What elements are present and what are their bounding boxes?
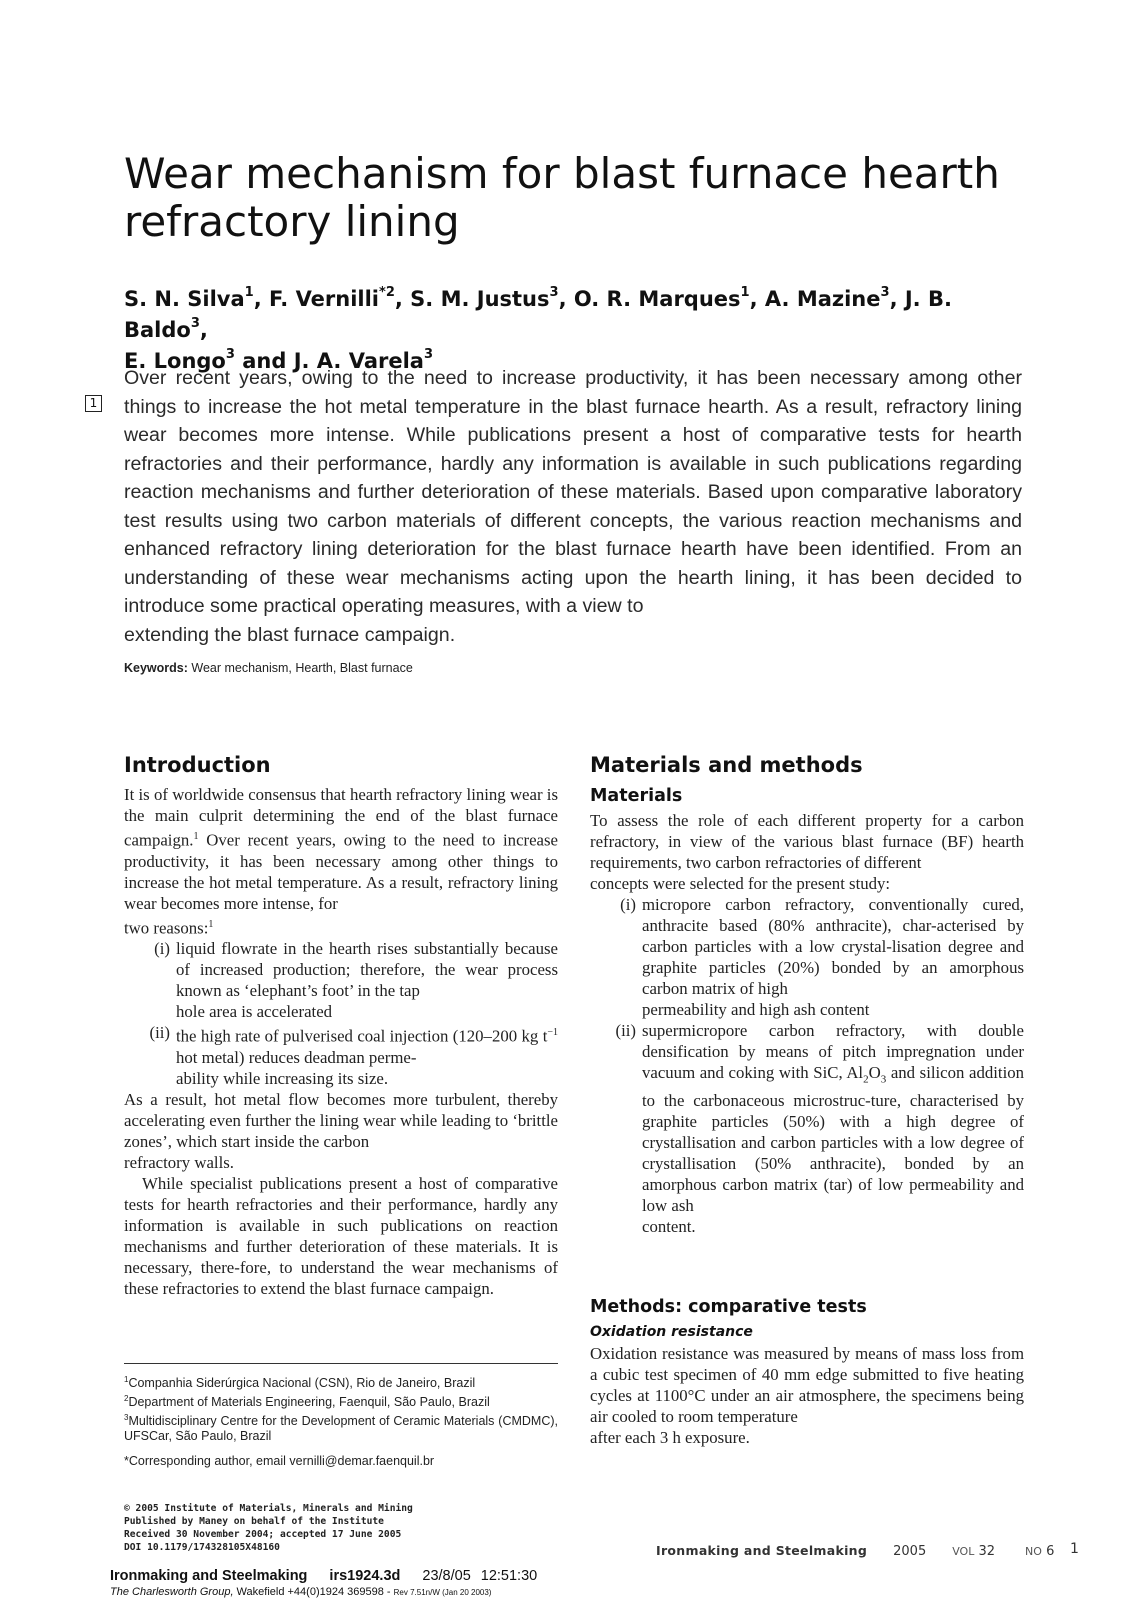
- author-affiliation: 3: [190, 316, 200, 331]
- footnote: $^2$Department of Materials Engineering, Faenquil, São Paulo, Brazil: [124, 1394, 490, 1410]
- right-column: [590, 750, 1024, 1448]
- copyright-block: © 2005 Institute of Materials, Minerals and Mining Published by Maney on behalf of the Institute Received 30 November 2004; accepted 17 June 2005 DOI 10.1179/174328105X48160: [124, 1503, 413, 1553]
- list-item: (i) liquid flowrate in the hearth rises substantially because of increased production; therefore, the wear process known as ‘elephant’s foot’ in the tap hole area is accelerated: [154, 939, 558, 1022]
- intro-paragraph-2-end: refractory walls.: [124, 1152, 234, 1172]
- author-name: A. Mazine: [764, 287, 881, 311]
- left-column: [124, 750, 558, 1299]
- author-name: S. N. Silva: [124, 287, 245, 311]
- author-affiliation: 1: [244, 285, 254, 300]
- author-name: F. Vernilli: [269, 287, 380, 311]
- abstract-body: Over recent years, owing to the need to increase productivity, it has been necessary among other things to increase the hot metal temperature in the blast furnace hearth. As a result, refractory lining wear becomes more intense. While publications present a host of comparative tests for hearth refractories and their performance, hardly any information is available in such publications regarding reaction mechanisms and further deterioration of these materials. Based upon comparative laboratory test results using two carbon materials of different concepts, the various reaction mechanisms and enhanced refractory lining deterioration for the blast furnace hearth have been identified. From an understanding of these wear mechanisms acting upon the hearth lining, it has been decided to introduce some practical operating measures, with a view to: [124, 367, 1022, 617]
- intro-paragraph-3: While specialist publications present a host of comparative tests for hearth refractories and their performance, hardly any information is available in such publications on reaction mechanisms and further deterioration of these materials. It is necessary, there-fore, to understand the wear mechanisms of these refractories to extend the blast furnace campaign.: [124, 1173, 558, 1298]
- intro-paragraph-1: It is of worldwide consensus that hearth refractory lining wear is the main culprit determining the end of the blast furnace campaign.$^1$ Over recent years, owing to the need to increase productivity, it has been necessary among other things to increase the hot metal temperature. As a result, refractory lining wear becomes more intense, for: [124, 785, 558, 913]
- footnotes: [124, 1372, 558, 1469]
- author-affiliation: 3: [423, 347, 434, 362]
- doi: DOI 10.1179/174328105X48160: [124, 1542, 280, 1553]
- materials-subheading: Materials: [590, 786, 683, 806]
- intro-paragraph-1-end: two reasons:$^1$: [124, 918, 214, 938]
- list-item: (i) micropore carbon refractory, conventionally cured, anthracite based (80% anthracite), char-acterised by carbon particles with a low crystal-lisation degree and graphite particles (20%) bonded by an amorphous carbon matrix of high permeability and high ash content: [620, 895, 1024, 1019]
- margin-annotation-marker[interactable]: 1: [85, 395, 102, 412]
- oxidation-subsubheading: Oxidation resistance: [590, 1324, 753, 1341]
- author-affiliation: 1: [740, 285, 750, 300]
- citation-ref[interactable]: 1: [193, 831, 199, 842]
- oxidation-paragraph: Oxidation resistance was measured by means of mass loss from a cubic test specimen of 40 mm edge submitted to five heating cycles at 1100°C under an air atmosphere, the specimens being air cooled to room temperature: [590, 1344, 1024, 1427]
- author-name: E. Longo: [124, 349, 226, 373]
- materials-methods-heading: Materials and methods: [590, 753, 863, 777]
- introduction-heading: Introduction: [124, 753, 271, 777]
- corresponding-author: *Corresponding author, email vernilli@demar.faenquil.br: [124, 1454, 435, 1469]
- production-info: Ironmaking and Steelmaking irs1924.3d 23/8/05 12:51:30: [110, 1568, 538, 1584]
- author-name: J. B. Baldo: [124, 287, 952, 342]
- keywords: [124, 661, 413, 675]
- materials-paragraph: To assess the role of each different property for a carbon refractory, in view of the various blast furnace (BF) hearth requirements, two carbon refractories of different: [590, 811, 1024, 872]
- author-affiliation: *2: [379, 285, 395, 300]
- journal-year: 2005: [893, 1544, 927, 1559]
- footnote-rule: [124, 1363, 558, 1364]
- production-contact: The Charlesworth Group, Wakefield +44(0)1924 369598 - Rev 7.51n/W (Jan 20 2003): [110, 1586, 492, 1598]
- article-title: Wear mechanism for blast furnace hearth refractory lining: [124, 149, 1000, 246]
- intro-paragraph-2: As a result, hot metal flow becomes more turbulent, thereby accelerating even further the lining wear while leading to ‘brittle zones’, which start inside the carbon: [124, 1089, 558, 1151]
- author-affiliation: 3: [880, 285, 890, 300]
- list-item: (ii) the high rate of pulverised coal injection (120–200 kg $t^{-1}$ hot metal) reduces deadman perme- ability while increasing its size.: [149, 1023, 558, 1088]
- methods-subheading: Methods: comparative tests: [590, 1297, 867, 1318]
- citation-ref[interactable]: 1: [208, 918, 214, 930]
- abstract: [124, 364, 1022, 649]
- abstract-last-line: extending the blast furnace campaign.: [124, 623, 456, 646]
- journal-number: 6: [1046, 1544, 1055, 1559]
- footnote: $^1$Companhia Siderúrgica Nacional (CSN), Rio de Janeiro, Brazil: [124, 1375, 476, 1391]
- materials-paragraph-end: concepts were selected for the present study:: [590, 874, 891, 893]
- journal-volume: 32: [978, 1544, 996, 1559]
- footnote: $^3$Multidisciplinary Centre for the Development of Ceramic Materials (CMDMC), UFSCar, São Paulo, Brazil: [124, 1413, 558, 1444]
- journal-footer: Ironmaking and Steelmaking 2005 VOL 32 NO 6: [656, 1543, 1055, 1559]
- author-name: J. A. Varela: [293, 349, 424, 373]
- keywords-label: Keywords:: [124, 661, 188, 675]
- author-list: S. N. Silva$^1$, F. Vernilli$^{*2}$, S. M. Justus$^3$, O. R. Marques$^1$, A. Mazine$^3$, J. B. Baldo$^3$, E. Longo$^3$ and J. A. Varela$^3$: [124, 285, 952, 373]
- oxidation-paragraph-end: after each 3 h exposure.: [590, 1428, 750, 1448]
- author-name: S. M. Justus: [410, 287, 550, 311]
- author-name: O. R. Marques: [573, 287, 741, 311]
- author-affiliation: 3: [225, 347, 235, 362]
- keywords-text: Wear mechanism, Hearth, Blast furnace: [187, 661, 413, 675]
- author-affiliation: 3: [549, 285, 559, 300]
- page-number: 1: [1070, 1541, 1079, 1557]
- journal-name: Ironmaking and Steelmaking: [656, 1543, 868, 1558]
- list-item: (ii) supermicropore carbon refractory, with double densification by means of pitch impregnation under vacuum and coking with SiC, $Al_2O_3$ and silicon addition to the carbonaceous microstruc-ture, characterised by graphite particles (50%) with a high degree of crystallisation and carbon particles with a low degree of crystallisation (50% anthracite), bonded by an amorphous carbon matrix (tar) of low permeability and low ash content.: [615, 1021, 1025, 1237]
